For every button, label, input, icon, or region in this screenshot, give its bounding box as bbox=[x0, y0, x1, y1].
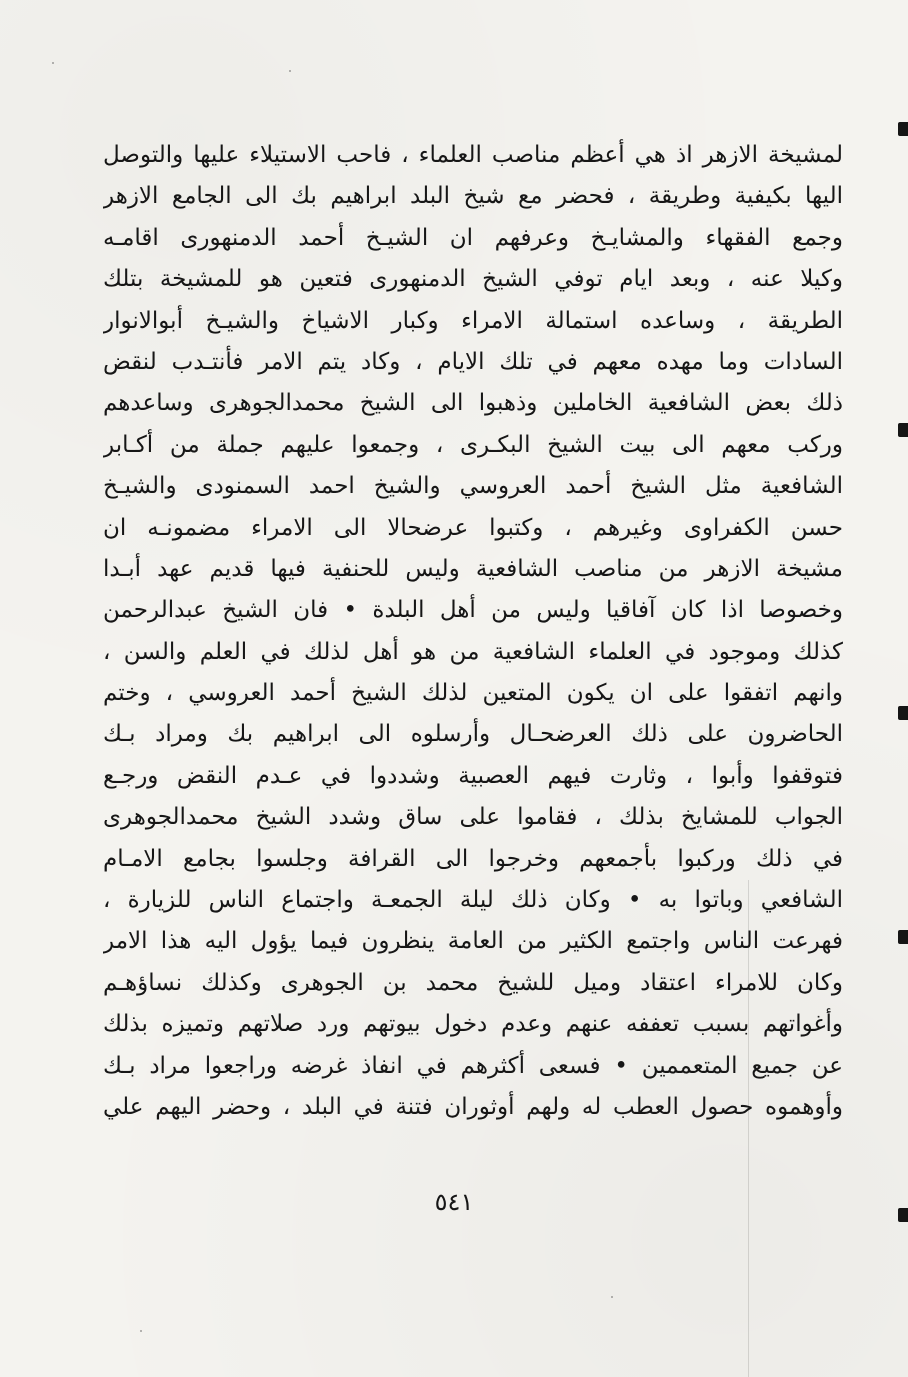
scan-speck bbox=[289, 70, 291, 72]
text-line: الطريقة ، وساعده استمالة الامراء وكبار الاشياخ والشيـخ أبوالانوار bbox=[103, 307, 843, 334]
margin-mark bbox=[898, 1208, 908, 1222]
scan-speck bbox=[52, 62, 54, 64]
text-line: السادات وما مهده معهم في تلك الايام ، وكاد يتم الامر فأنتـدب لنقض bbox=[103, 348, 843, 375]
arabic-body-text bbox=[103, 135, 843, 1128]
text-line: الشافعي وباتوا به • وكان ذلك ليلة الجمعـة واجتماع الناس للزيارة ، bbox=[103, 887, 843, 914]
text-line: وخصوصا اذا كان آفاقيا وليس من أهل البلدة • فان الشيخ عبدالرحمن bbox=[103, 597, 843, 624]
margin-mark bbox=[898, 423, 908, 437]
text-line: وكيلا عنه ، وبعد ايام توفي الشيخ الدمنهورى فتعين هو للمشيخة بتلك bbox=[103, 266, 843, 293]
text-line: لمشيخة الازهر اذ هي أعظم مناصب العلماء ، فاحب الاستيلاء عليها والتوصل bbox=[103, 142, 843, 168]
page-number: ٥٤١ bbox=[434, 1188, 474, 1216]
text-line: ذلك بعض الشافعية الخاملين وذهبوا الى الشيخ محمدالجوهرى وساعدهم bbox=[103, 390, 843, 417]
text-line: في ذلك وركبوا بأجمعهم وخرجوا الى القرافة وجلسوا بجامع الامـام bbox=[103, 845, 843, 872]
margin-mark bbox=[898, 706, 908, 720]
text-line: فهرعت الناس واجتمع الكثير من العامة ينظرون فيما يؤول اليه هذا الامر bbox=[103, 928, 843, 955]
text-line: فتوقفوا وأبوا ، وثارت فيهم العصبية وشددوا في عـدم النقض ورجـع bbox=[103, 762, 843, 789]
scan-speck bbox=[140, 1330, 142, 1332]
text-line: كذلك وموجود في العلماء الشافعية من هو أهل لذلك في العلم والسن ، bbox=[103, 638, 843, 665]
text-line: الجواب للمشايخ بذلك ، فقاموا على ساق وشدد الشيخ محمدالجوهرى bbox=[103, 804, 843, 831]
text-line: وأوهموه حصول العطب له ولهم أوثوران فتنة في البلد ، وحضر اليهم علي bbox=[103, 1093, 843, 1120]
scan-speck bbox=[611, 1296, 613, 1298]
margin-mark bbox=[898, 930, 908, 944]
text-line: الشافعية مثل الشيخ أحمد العروسي والشيخ احمد السمنودى والشيـخ bbox=[103, 473, 843, 500]
text-line: اليها بكيفية وطريقة ، فحضر مع شيخ البلد ابراهيم بك الى الجامع الازهر bbox=[103, 183, 843, 210]
text-line: وأغواتهم بسبب تعففه عنهم وعدم دخول بيوتهم ورد صلاتهم وتميزه بذلك bbox=[103, 1011, 843, 1038]
text-line: مشيخة الازهر من مناصب الشافعية وليس للحنفية فيها قديم عهد أبـدا bbox=[103, 555, 843, 582]
text-line: عن جميع المتعممين • فسعى أكثرهم في انفاذ غرضه وراجعوا مراد بـك bbox=[103, 1052, 843, 1079]
text-line: الحاضرون على ذلك العرضحـال وأرسلوه الى ابراهيم بك ومراد بـك bbox=[103, 721, 843, 748]
page-fold-line bbox=[748, 880, 749, 1377]
text-line: وكان للامراء اعتقاد وميل للشيخ محمد بن الجوهرى وكذلك نساؤهـم bbox=[103, 969, 843, 996]
text-line: وجمع الفقهاء والمشايـخ وعرفهم ان الشيـخ أحمد الدمنهورى اقامـه bbox=[103, 224, 843, 251]
text-line: وانهم اتفقوا على ان يكون المتعين لذلك الشيخ أحمد العروسي ، وختم bbox=[103, 680, 843, 707]
margin-mark bbox=[898, 122, 908, 136]
text-line: وركب معهم الى بيت الشيخ البكـرى ، وجمعوا عليهم جملة من أكـابر bbox=[103, 431, 843, 458]
text-line: حسن الكفراوى وغيرهم ، وكتبوا عرضحالا الى الامراء مضمونـه ان bbox=[103, 514, 843, 541]
